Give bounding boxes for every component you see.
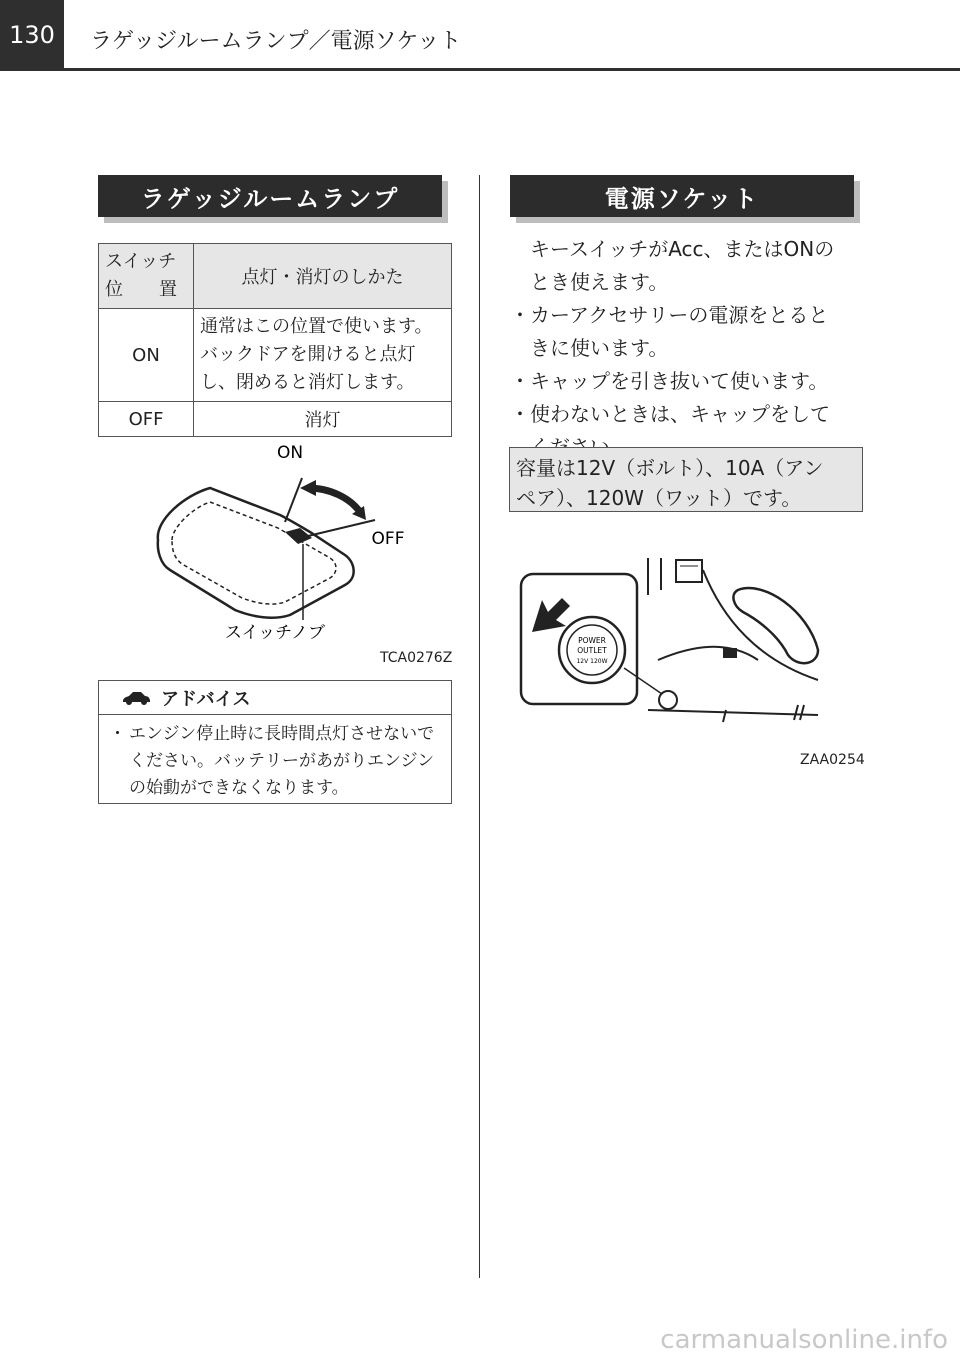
row-on-line: バックドアを開けると点灯: [200, 344, 416, 365]
list-item: ・ カーアクセサリーの電源をとると: [510, 299, 862, 332]
row-on-line: し、閉めると消灯します。: [200, 372, 415, 393]
row-on-line: 通常はこの位置で使います。: [200, 316, 433, 337]
capacity-line-2: ペア）、120W（ワット）です。: [516, 486, 802, 510]
header-rule: [0, 68, 960, 71]
header-position-line2: 位 置: [105, 279, 177, 300]
section-title-power-outlet: 電源ソケット: [510, 175, 854, 217]
bullet-2-line-1: キャップを引き抜いて使います。: [530, 369, 829, 393]
outlet-text-power: POWER: [578, 636, 606, 645]
running-header-title: ラゲッジルームランプ／電源ソケット: [90, 29, 462, 54]
row-position-off: OFF: [99, 402, 194, 437]
capacity-note: [509, 447, 863, 512]
advice-title: アドバイス: [161, 688, 251, 710]
table-row: [99, 309, 452, 402]
table-header-row: [99, 244, 452, 309]
advice-box: [98, 680, 452, 804]
power-outlet-illustration: [518, 550, 828, 725]
row-description-off: 消灯: [194, 402, 452, 437]
luggage-lamp-illustration: [140, 440, 460, 670]
table-row: [99, 402, 452, 437]
power-outlet-text: [510, 233, 862, 464]
advice-body: [99, 715, 451, 802]
row-description-on: [194, 309, 452, 402]
car-icon: [121, 690, 151, 706]
section-title-luggage-lamp: ラゲッジルームランプ: [98, 175, 442, 217]
header-position-line1: スイッチ: [105, 251, 177, 272]
outlet-text-outlet: OUTLET: [577, 646, 607, 655]
intro-line-2: とき使えます。: [530, 270, 669, 294]
bullet-3-line-1: 使わないときは、キャップをして: [530, 402, 830, 426]
label-switch-knob: スイッチノブ: [224, 623, 325, 643]
bullet-1-line-2: きに使います。: [530, 336, 669, 360]
advice-line-1: エンジン停止時に長時間点灯させないで: [129, 724, 435, 744]
capacity-line-1: 容量は12V（ボルト）、10A（アン: [516, 456, 824, 480]
page-number: 130: [0, 0, 64, 70]
intro-line-1: キースイッチがAcc、またはONの: [530, 237, 835, 261]
advice-line-3: の始動ができなくなります。: [129, 778, 349, 798]
bullet-1-line-1: カーアクセサリーの電源をとると: [530, 303, 829, 327]
list-item: ・ 使わないときは、キャップをして: [510, 398, 862, 431]
advice-line-2: ください。バッテリーがあがりエンジン: [129, 751, 435, 771]
figure-code-left: TCA0276Z: [380, 650, 453, 666]
advice-header: [99, 681, 451, 715]
label-off: OFF: [371, 529, 405, 549]
column-divider: [479, 175, 480, 1278]
outlet-text-rating: 12V 120W: [576, 658, 608, 665]
advice-bullet: ・ エンジン停止時に長時間点灯させないで: [109, 721, 443, 748]
switch-table: [98, 243, 452, 437]
list-item: ・ キャップを引き抜いて使います。: [510, 365, 862, 398]
watermark: carmanualsonline.info: [660, 1325, 948, 1355]
row-position-on: ON: [99, 309, 194, 402]
header-cell-position: [99, 244, 194, 309]
label-on: ON: [276, 443, 304, 463]
figure-code-right: ZAA0254: [800, 752, 865, 768]
header-cell-behavior: 点灯・消灯のしかた: [194, 244, 452, 309]
